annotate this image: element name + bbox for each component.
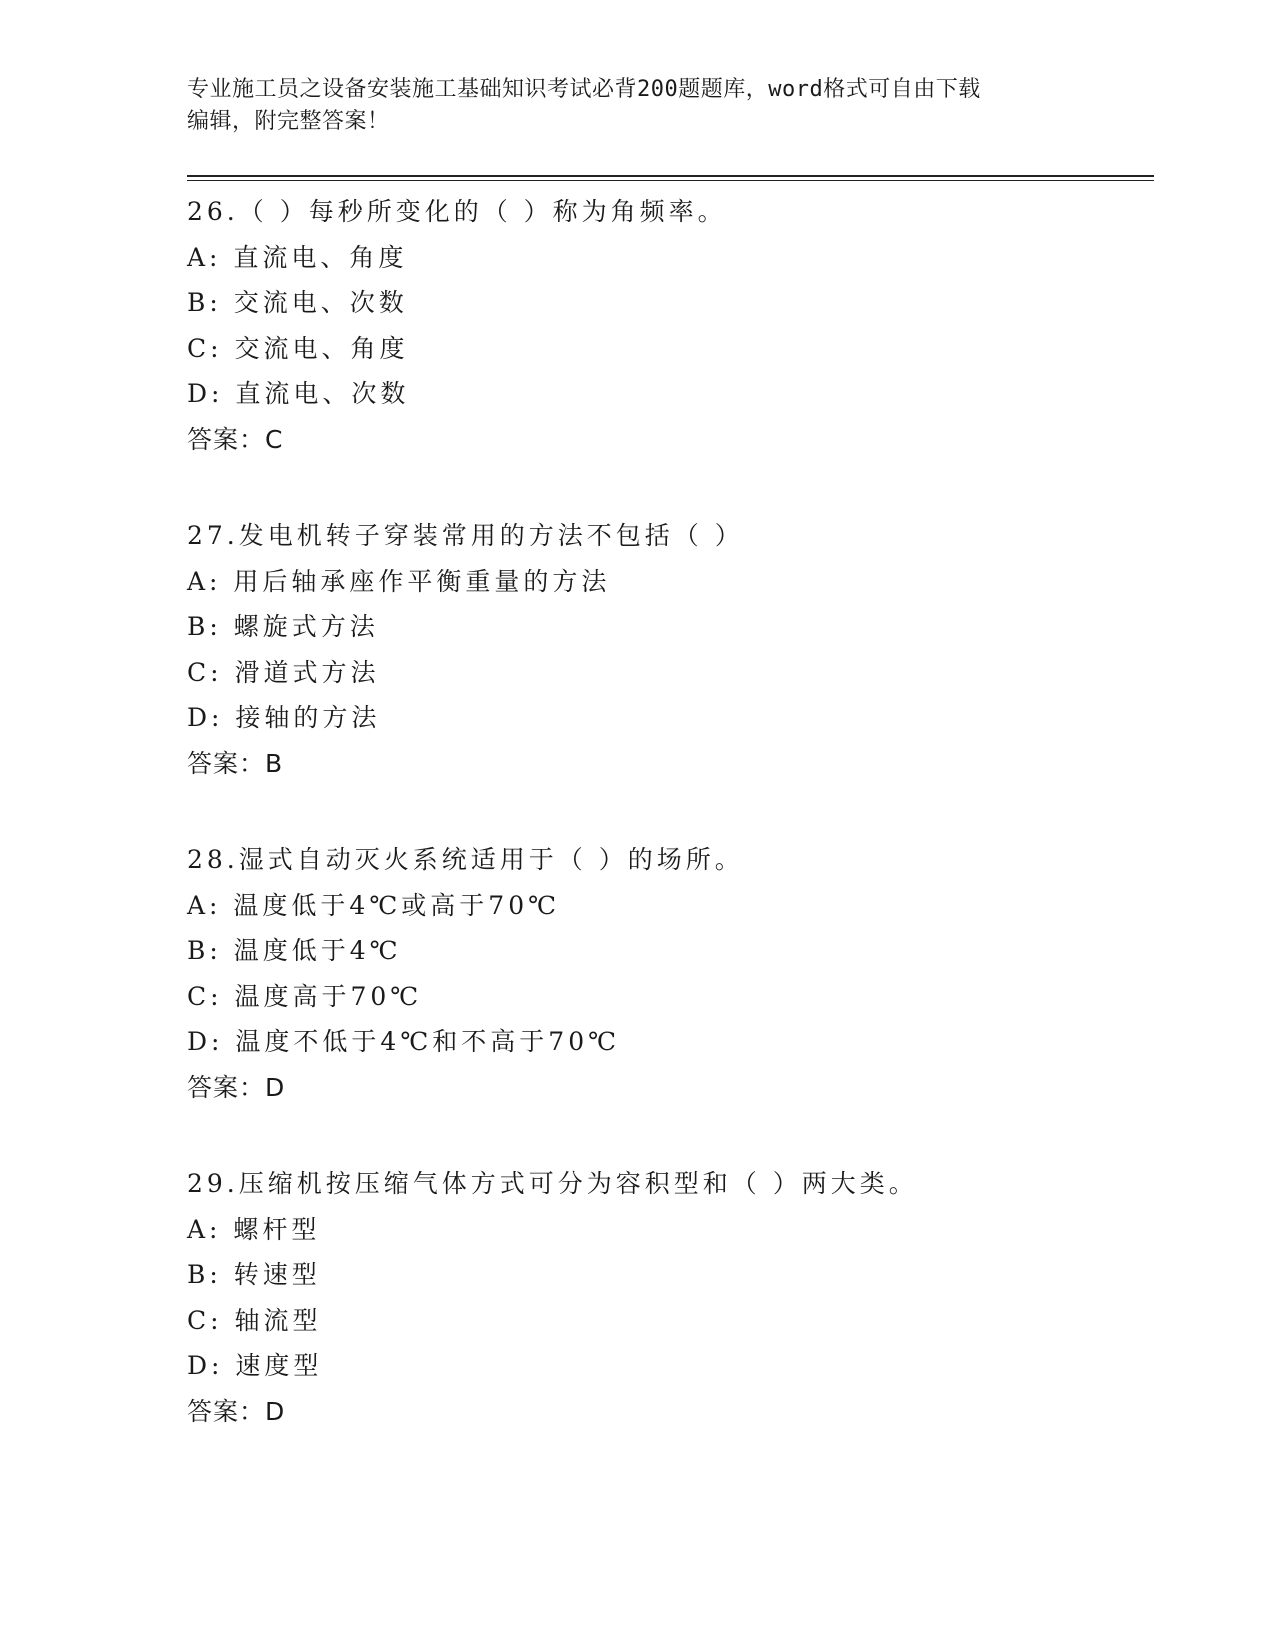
question-item [187,189,1137,462]
header-divider-thick [187,175,1154,177]
option-a: A: 温度低于4℃或高于70℃ [187,890,561,920]
answer-line: 答案：D [187,1072,286,1102]
option-a: A: 直流电、角度 [187,242,408,272]
option-b: B: 螺旋式方法 [187,612,379,641]
question-text: 26.（ ）每秒所变化的（ ）称为角频率。 [187,197,727,226]
option-c: C: 滑道式方法 [187,657,380,687]
option-c: C: 交流电、角度 [187,333,409,363]
header-divider-thin [187,180,1154,181]
header-title-line-1: 专业施工员之设备安装施工基础知识考试必背200题题库，word格式可自由下载 [187,77,981,102]
option-d: D: 直流电、次数 [187,379,410,408]
option-a: A: 用后轴承座作平衡重量的方法 [187,566,611,596]
question-text: 28.湿式自动灭火系统适用于（ ）的场所。 [187,845,744,874]
option-d: D: 接轴的方法 [187,703,381,732]
answer-line: 答案：B [187,748,284,778]
option-b: B: 转速型 [187,1260,321,1289]
question-item [187,1161,1137,1434]
header-title-line-2: 编辑，附完整答案！ [187,109,390,134]
option-d: D: 温度不低于4℃和不高于70℃ [187,1027,621,1056]
question-item [187,513,1137,786]
answer-line: 答案：D [187,1396,286,1426]
document-header [187,74,1067,138]
question-list [187,189,1137,1485]
option-a: A: 螺杆型 [187,1214,321,1244]
option-c: C: 温度高于70℃ [187,981,423,1011]
option-d: D: 速度型 [187,1351,323,1380]
option-b: B: 温度低于4℃ [187,936,402,965]
question-item [187,837,1137,1110]
question-text: 27.发电机转子穿装常用的方法不包括（ ） [187,521,744,550]
option-c: C: 轴流型 [187,1305,322,1335]
question-text: 29.压缩机按压缩气体方式可分为容积型和（ ）两大类。 [187,1169,918,1198]
answer-line: 答案：C [187,424,284,454]
option-b: B: 交流电、次数 [187,288,408,317]
